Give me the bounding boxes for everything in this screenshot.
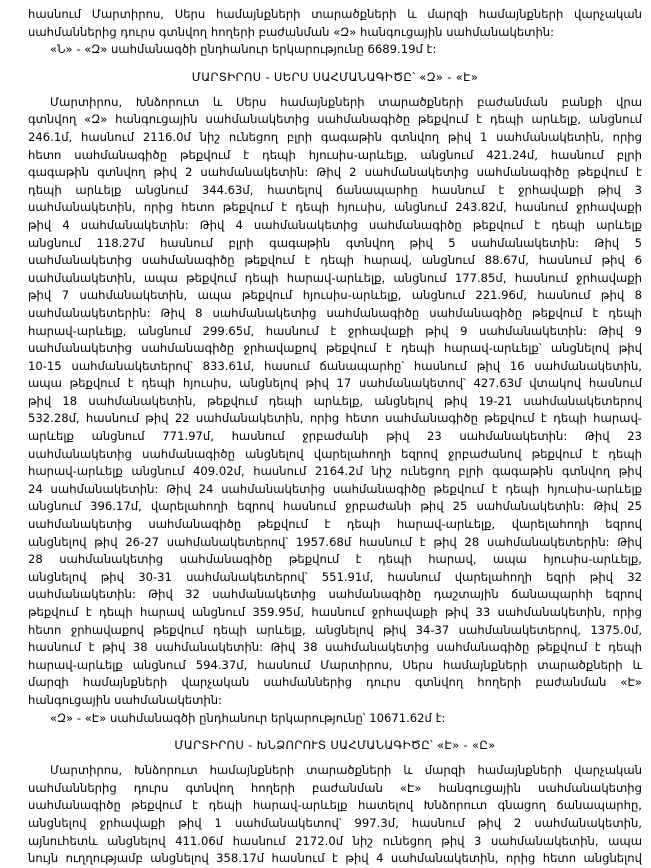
text-line: 10-15 սահմանակետերով՝ 833.61մ, հասում ճանապարհը՝ հասնում թիվ 16 սահմանակետին, — [28, 358, 642, 373]
text-line: սահմանակետից սահմանագիծը թեքվում է դեպի հարավ, անցնում 88.67մ, հասնում թիվ 6 — [28, 253, 642, 268]
text-line: հետո ջրհավաքով թեքվում դեպի արևելք, անցնելով թիվ 34-37 սահմանակետերով, 1375.0մ, — [28, 622, 642, 637]
text-line: սահմանակետերին: Թիվ 8 սահմանակետից սահմանագիծը սահմանագիծը թեքվում է դեպի — [28, 305, 642, 320]
text-line: անցնելով թիվ 26-27 սահմանակետերով՝ 1957.68մ հասնում է թիվ 28 սահմանակետերին: Թիվ — [28, 534, 642, 549]
text-line: հասնում է թիվ 38 սահմանակետին: Թիվ 38 սահմանակետից սահմանագիծը թեքվում է դեպի — [28, 640, 642, 655]
text-line: թիվ 4 սահմանակետին: Թիվ 4 սահմանակետից սահմանագիծը թեքվում է դեպի արևելք — [28, 217, 642, 232]
intro-total-length: «Ն» - «Զ» սահմանագծի ընդհանուր երկարությունը 6689.19մ է: — [50, 42, 437, 57]
text-line: արևելք անցնում 771.97մ, հասնում ջրբաժանի թիվ 23 սահմանակետին: Թիվ 23 — [28, 429, 642, 444]
text-line: սահմանակետից սահմանագիծը ջրհավաքով թեքվում է դեպի հարավ-արևելք՝ անցնելով թիվ — [28, 341, 642, 356]
section1-total-length: «Զ» - «Է» սահմանագծի ընդհանուր երկարությունը՝ 10671.62մ է: — [50, 710, 446, 725]
text-line: անցնում 118.27մ հասնում բլրի գագաթին գտնվող թիվ 5 սահմանակետին: Թիվ 5 — [28, 235, 642, 250]
text-line: սահմանակետին: Թիվ 32 սահմանակետից սահմանագիծը դաշտային ճանապարհի եզրով — [28, 587, 642, 602]
text-line: 246.1մ, հասնում 2116.0մ նիշ ունեցող բլրի գագաթին գտնվող թիվ 1 սահմանակետին, որից — [28, 129, 642, 144]
text-line: ապա թեքվում է դեպի հյուսիս, անցնելով թիվ 17 սահմանակետով՝ 427.63մ վտակով հասնում — [28, 376, 642, 391]
text-line: սահմանագիծը թեքվում է դեպի հարավ-արևելք հատելով Խնձորուտ գնացող ճանապարհը, — [28, 798, 642, 813]
text-line: Մարտիրոս, Խնձորուտ և Սերս համայնքների տարածքների բաժանման բանքի վրա — [50, 94, 642, 109]
text-line: 532.28մ, հասնում թիվ 22 սահմանակետին, որից հետո սահմանագիծը թեքվում է դեպի հարավ- — [28, 411, 642, 426]
text-line: գագաթին գտնվող թիվ 2 սահմանակետին: Թիվ 2 սահմանակետից սահմանագիծը թեքվում է — [28, 165, 642, 180]
text-line: անցնելով ջրհավաքի թիվ 1 սահմանակետով՝ 997.3մ, հասնում թիվ 2 սահմանակետին, — [28, 815, 642, 830]
section2-heading: ՄԱՐՏԻՐՈՍ - ԽՆՁՈՐՈՒՏ ՍԱՀՄԱՆԱԳԻԾԸ՝ «Է» - «Ը» — [174, 738, 496, 753]
text-line: հետո սահմանագիծը թեքվում է դեպի հյուսիս-արևելք, անցնում 421.24մ, հասնում բլրի — [28, 147, 642, 162]
text-line: թիվ 18 սահմանակետին, թեքվում դեպի արևելք, անցնելով թիվ 19-21 սահմանակետերով — [28, 393, 642, 408]
text-line: նույն ուղղությամբ անցնելով 358.17մ հասնում է թիվ 4 սահմանակետին, որից հետո անցնելով — [28, 851, 642, 866]
text-line: հարավ-արևելք, անցնում 299.65մ, հասնում է ջրհավաքի թիվ 9 սահմանակետին: Թիվ 9 — [28, 323, 642, 338]
text-line: մարզի համայնքների վարչական սահմաններից դուրս գտնվող հողերի բաժանման «Է» — [28, 675, 642, 690]
text-line: թեքվում է դեպի հարավ անցնում 359.95մ, հասնում ջրհավաքի թիվ 33 սահմանակետին, որից — [28, 605, 642, 619]
text-line: սահմանակետից սահմանագիծը անցնելով վարելահողի եզրով ջրբաժանով թեքվում է դեպի — [28, 446, 642, 461]
text-line: հասնում Մարտիրոս, Սերս համայնքների տարածքների և մարզի համայնքների վարչական — [28, 7, 642, 21]
text-line: հարավ-արևելք անցնում 594.37մ, հասնում Մարտիրոս, Սերս համայնքների տարածքների և — [28, 657, 642, 672]
text-line: սահմաններից դուրս գտնվող հողերի բաժանման «Զ» հանգուցային սահմանակետին: — [28, 24, 555, 39]
text-line: անցնում 396.17մ, վարելահողի եզրով հասնում ջրբաժանի թիվ 25 սահմանակետին: Թիվ 25 — [28, 499, 642, 514]
section1-heading: ՄԱՐՏԻՐՈՍ - ՍԵՐՍ ՍԱՀՄԱՆԱԳԻԾԸ՝ «Զ» - «Է» — [191, 69, 479, 84]
section2-paragraph — [28, 762, 642, 868]
text-line: սահմանակետից սահմանագիծը թեքվում է դեպի հարավ-արևելք, վարելահողի եզրով — [28, 517, 642, 532]
text-line: հարավ-արևելք անցնում 409.02մ, հասնում 2164.2մ նիշ ունեցող բլրի գագաթին գտնվող թիվ — [28, 464, 642, 479]
document-page — [28, 6, 642, 868]
text-line: 28 սահմանակետից սահմանագիծը թեքվում է դեպի հարավ, ապա հյուսիս-արևելք, — [28, 552, 642, 567]
text-line: անցնելով թիվ 30-31 սահմանակետերով՝ 551.91մ, հասնում վարելահողի եզրի թիվ 32 — [28, 569, 642, 584]
text-line: դեպի արևելք անցնում 344.63մ, հատելով ճանապարհը հասնում է ջրհավաքի թիվ 3 — [28, 182, 642, 197]
text-line: սահմաններից դուրս գտնվող հողերի բաժանման «Է» հանգուցային սահմանակետից — [28, 780, 642, 795]
text-line: գտնվող «Զ» հանգուցային սահմանակետից սահմանագիծը թեքվում է դեպի արևելք, անցնում — [28, 112, 642, 127]
text-line: թիվ 7 սահմանակետին, ապա թեքվում հյուսիս-արևելք, անցնում 221.96մ, հասնում թիվ 8 — [28, 288, 642, 303]
text-line: սահմանակետին, ապա թեքվում դեպի հարավ-արևելք, անցնում 177.85մ, հասնում ջրհավաքի — [28, 270, 642, 285]
text-line: Մարտիրոս, Խնձորուտ համայնքների տարածքների և մարզի համայնքների վարչական — [50, 763, 642, 778]
text-line: սահմանակետին, որից հետո թեքվում է դեպի հյուսիս, անցնում 243.82մ, հասնում ջրհավաքի — [28, 200, 642, 215]
text-line: 24 սահմանակետին: Թիվ 24 սահմանակետից սահմանագիծը թեքվում է դեպի հյուսիս-արևելք — [28, 481, 642, 496]
intro-paragraph — [28, 6, 642, 41]
text-line: հանգուցային սահմանակետին: — [28, 692, 223, 707]
text-line: այնուհետև անցնելով 411.06մ հասնում 2172.0մ նիշ ունեցող թիվ 3 սահմանակետին, ապա — [28, 833, 642, 848]
section1-paragraph — [28, 94, 642, 710]
